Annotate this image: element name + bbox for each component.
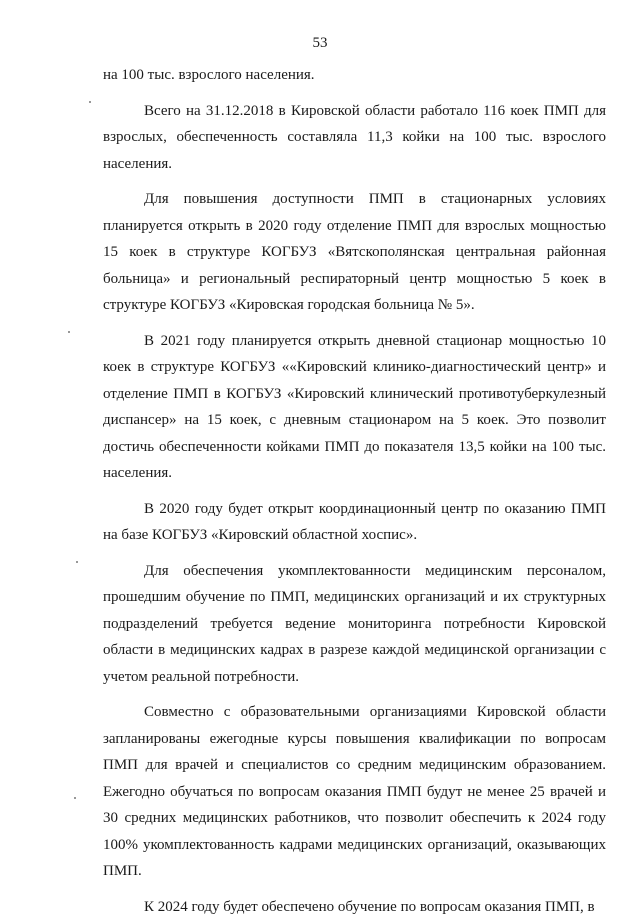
- paragraph-beds-2018: Всего на 31.12.2018 в Кировской области работало 116 коек ПМП для взрослых, обеспеченность составляла 11,3 койки на 100 тыс. взрослого населения.: [103, 98, 606, 178]
- document-body: [103, 62, 606, 920]
- paragraph-staffing: Для обеспечения укомплектованности медицинским персоналом, прошедшим обучение по ПМП, медицинских организаций и их структурных подразделений требуется ведение мониторинга потребности Кировской области в медицинских кадрах в разрезе каждой медицинской организации с учетом реальной потребности.: [103, 558, 606, 691]
- page-number: 53: [0, 33, 640, 53]
- scan-speck: [89, 101, 91, 103]
- paragraph-plan-2020: Для повышения доступности ПМП в стационарных условиях планируется открыть в 2020 году отделение ПМП для взрослых мощностью 15 коек в структуре КОГБУЗ «Вятскополянская центральная районная больница» и региональный респираторный центр мощностью 5 коек в структуре КОГБУЗ «Кировская городская больница № 5».: [103, 186, 606, 319]
- paragraph-coordination-center: В 2020 году будет открыт координационный центр по оказанию ПМП на базе КОГБУЗ «Кировский областной хоспис».: [103, 496, 606, 549]
- paragraph-training: Совместно с образовательными организациями Кировской области запланированы ежегодные курсы повышения квалификации по вопросам ПМП для врачей и специалистов со средним медицинским образованием. Ежегодно обучаться по вопросам оказания ПМП будут не менее 25 врачей и 30 средних медицинских работников, что позволит обеспечить к 2024 году 100% укомплектованность кадрами медицинских организаций, оказывающих ПМП.: [103, 699, 606, 885]
- scan-speck: [76, 561, 78, 563]
- paragraph-continuation: на 100 тыс. взрослого населения.: [103, 62, 606, 89]
- paragraph-2024: К 2024 году будет обеспечено обучение по вопросам оказания ПМП, в: [103, 894, 606, 920]
- scan-speck: [68, 331, 70, 333]
- scan-speck: [74, 797, 76, 799]
- paragraph-plan-2021: В 2021 году планируется открыть дневной стационар мощностью 10 коек в структуре КОГБУЗ ««Кировский клинико-диагностический центр» и отделение ПМП в КОГБУЗ «Кировский клинический противотуберкулезный диспансер» на 15 коек, с дневным стационаром на 5 коек. Это позволит достичь обеспеченности койками ПМП до показателя 13,5 койки на 100 тыс. населения.: [103, 328, 606, 487]
